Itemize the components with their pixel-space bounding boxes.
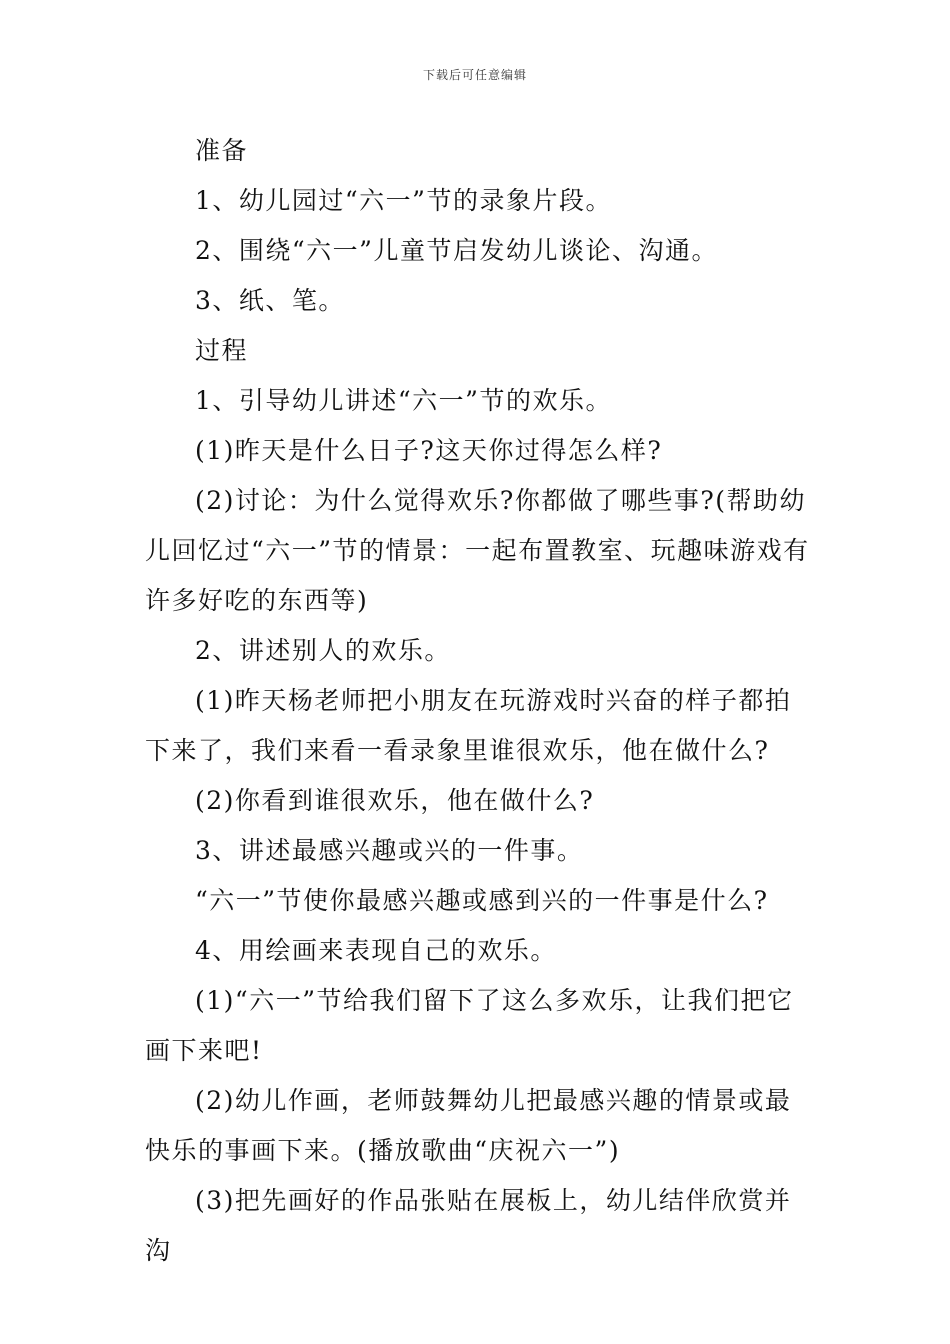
paragraph: (3)把先画好的作品张贴在展板上，幼儿结伴欣赏并沟 — [145, 1186, 792, 1265]
paragraph: “六一”节使你最感兴趣或感到兴的一件事是什么? — [195, 886, 769, 915]
document-body — [145, 126, 810, 1276]
paragraph: (1)昨天是什么日子?这天你过得怎么样? — [195, 436, 663, 465]
paragraph: (2)幼儿作画，老师鼓舞幼儿把最感兴趣的情景或最快乐的事画下来。(播放歌曲“庆祝六一”) — [145, 1086, 792, 1165]
paragraph: (2)讨论：为什么觉得欢乐?你都做了哪些事?(帮助幼儿回忆过“六一”节的情景：一起布置教室、玩趣味游戏有许多好吃的东西等) — [145, 486, 810, 615]
section-heading-process: 过程 — [195, 336, 249, 365]
section-heading-preparation: 准备 — [195, 136, 249, 165]
page-header: 下载后可任意编辑 — [422, 68, 527, 82]
paragraph: (1)昨天杨老师把小朋友在玩游戏时兴奋的样子都拍下来了，我们来看一看录象里谁很欢乐，他在做什么? — [145, 686, 792, 765]
paragraph: 2、围绕“六一”儿童节启发幼儿谈论、沟通。 — [195, 236, 718, 265]
paragraph: 2、讲述别人的欢乐。 — [195, 636, 451, 665]
paragraph: 3、纸、笔。 — [195, 286, 345, 315]
paragraph: 1、幼儿园过“六一”节的录象片段。 — [195, 186, 612, 215]
paragraph: 4、用绘画来表现自己的欢乐。 — [195, 936, 557, 965]
paragraph: 1、引导幼儿讲述“六一”节的欢乐。 — [195, 386, 612, 415]
paragraph: (2)你看到谁很欢乐，他在做什么? — [195, 786, 595, 815]
paragraph: 3、讲述最感兴趣或兴的一件事。 — [195, 836, 584, 865]
paragraph: (1)“六一”节给我们留下了这么多欢乐，让我们把它画下来吧! — [145, 986, 794, 1065]
